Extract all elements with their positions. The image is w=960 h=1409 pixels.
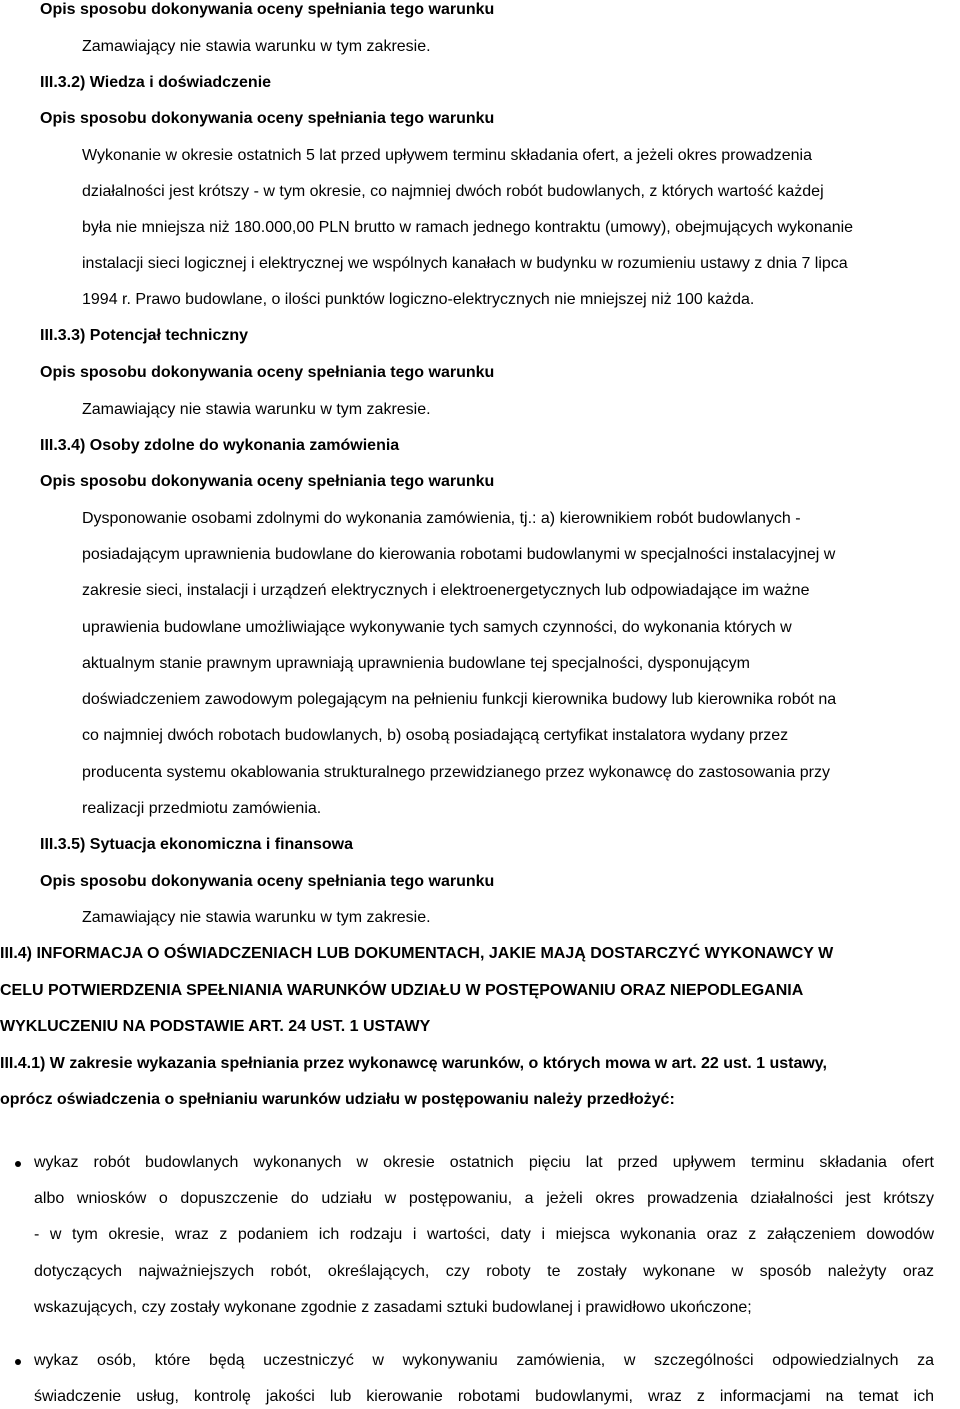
bullet-icon (15, 1161, 21, 1167)
bullet-icon (15, 1359, 21, 1365)
section-title: III.3.5) Sytuacja ekonomiczna i finansowa (40, 836, 353, 853)
paragraph-line: posiadającym uprawnienia budowlane do kierowania robotami budowlanymi w specjalności instalacyjnej w (82, 546, 836, 563)
paragraph-line: Zamawiający nie stawia warunku w tym zakresie. (82, 38, 431, 55)
paragraph-line: Zamawiający nie stawia warunku w tym zakresie. (82, 401, 431, 418)
paragraph-line: realizacji przedmiotu zamówienia. (82, 800, 322, 817)
section-title: III.4) INFORMACJA O OŚWIADCZENIACH LUB DOKUMENTACH, JAKIE MAJĄ DOSTARCZYĆ WYKONAWCY W (0, 945, 834, 962)
list-item: wykaz osób, które będą uczestniczyć w wykonywaniu zamówienia, w szczególności odpowiedzialnych za (34, 1352, 934, 1369)
paragraph-line: co najmniej dwóch robotach budowlanych, b) osobą posiadającą certyfikat instalatora wydany przez (82, 727, 789, 744)
paragraph-line: doświadczeniem zawodowym polegającym na pełnieniu funkcji kierownika budowy lub kierownika robót na (82, 691, 837, 708)
paragraph-line: uprawienia budowlane umożliwiające wykonywanie tych samych czynności, do wykonania których w (82, 619, 792, 636)
paragraph-line: aktualnym stanie prawnym uprawniają uprawnienia budowlane tej specjalności, dysponującym (82, 655, 750, 672)
paragraph-line: instalacji sieci logicznej i elektrycznej we wspólnych kanałach w budynku w rozumieniu ustawy z dnia 7 lipca (82, 255, 848, 272)
section-title: WYKLUCZENIU NA PODSTAWIE ART. 24 UST. 1 USTAWY (0, 1018, 431, 1035)
list-item: albo wniosków o dopuszczenie do udziału w postępowaniu, a jeżeli okres prowadzenia działalności jest krótszy (34, 1190, 934, 1207)
section-heading: Opis sposobu dokonywania oceny spełniania tego warunku (40, 1, 495, 18)
list-item: - w tym okresie, wraz z podaniem ich rodzaju i wartości, daty i miejsca wykonania oraz z załączeniem dowodów (34, 1226, 934, 1243)
paragraph-line: producenta systemu okablowania strukturalnego przewidzianego przez wykonawcę do zastosowania przy (82, 764, 830, 781)
section-title: III.3.4) Osoby zdolne do wykonania zamówienia (40, 437, 400, 454)
paragraph-line: 1994 r. Prawo budowlane, o ilości punktów logiczno-elektrycznych nie mniejszej niż 100 każda. (82, 291, 755, 308)
section-title: III.3.2) Wiedza i doświadczenie (40, 74, 272, 91)
subsection-title: III.4.1) W zakresie wykazania spełniania przez wykonawcę warunków, o których mowa w art. 22 ust. 1 ustawy, (0, 1055, 827, 1072)
section-heading: Opis sposobu dokonywania oceny spełniania tego warunku (40, 473, 495, 490)
paragraph-line: była nie mniejsza niż 180.000,00 PLN brutto w ramach jednego kontraktu (umowy), obejmujących wykonanie (82, 219, 854, 236)
section-heading: Opis sposobu dokonywania oceny spełniania tego warunku (40, 364, 495, 381)
section-heading: Opis sposobu dokonywania oceny spełniania tego warunku (40, 110, 495, 127)
list-item: wykaz robót budowlanych wykonanych w okresie ostatnich pięciu lat przed upływem terminu składania ofert (34, 1154, 934, 1171)
paragraph-line: zakresie sieci, instalacji i urządzeń elektrycznych i elektroenergetycznych lub odpowiadające im ważne (82, 582, 810, 599)
list-item: świadczenie usług, kontrolę jakości lub kierowanie robotami budowlanymi, wraz z informacjami na temat ich (34, 1388, 934, 1405)
subsection-title: oprócz oświadczenia o spełnianiu warunków udziału w postępowaniu należy przedłożyć: (0, 1091, 675, 1108)
paragraph-line: działalności jest krótszy - w tym okresie, co najmniej dwóch robót budowlanych, z których wartość każdej (82, 183, 824, 200)
section-title: CELU POTWIERDZENIA SPEŁNIANIA WARUNKÓW UDZIAŁU W POSTĘPOWANIU ORAZ NIEPODLEGANIA (0, 982, 804, 999)
paragraph-line: Dysponowanie osobami zdolnymi do wykonania zamówienia, tj.: a) kierownikiem robót budowlanych - (82, 510, 801, 527)
section-heading: Opis sposobu dokonywania oceny spełniania tego warunku (40, 873, 495, 890)
paragraph-line: Wykonanie w okresie ostatnich 5 lat przed upływem terminu składania ofert, a jeżeli okres prowadzenia (82, 147, 812, 164)
section-title: III.3.3) Potencjał techniczny (40, 327, 249, 344)
list-item: dotyczących najważniejszych robót, określających, czy roboty te zostały wykonane w sposób należyty oraz (34, 1263, 934, 1280)
paragraph-line: Zamawiający nie stawia warunku w tym zakresie. (82, 909, 431, 926)
list-item: wskazujących, czy zostały wykonane zgodnie z zasadami sztuki budowlanej i prawidłowo ukończone; (34, 1299, 752, 1316)
